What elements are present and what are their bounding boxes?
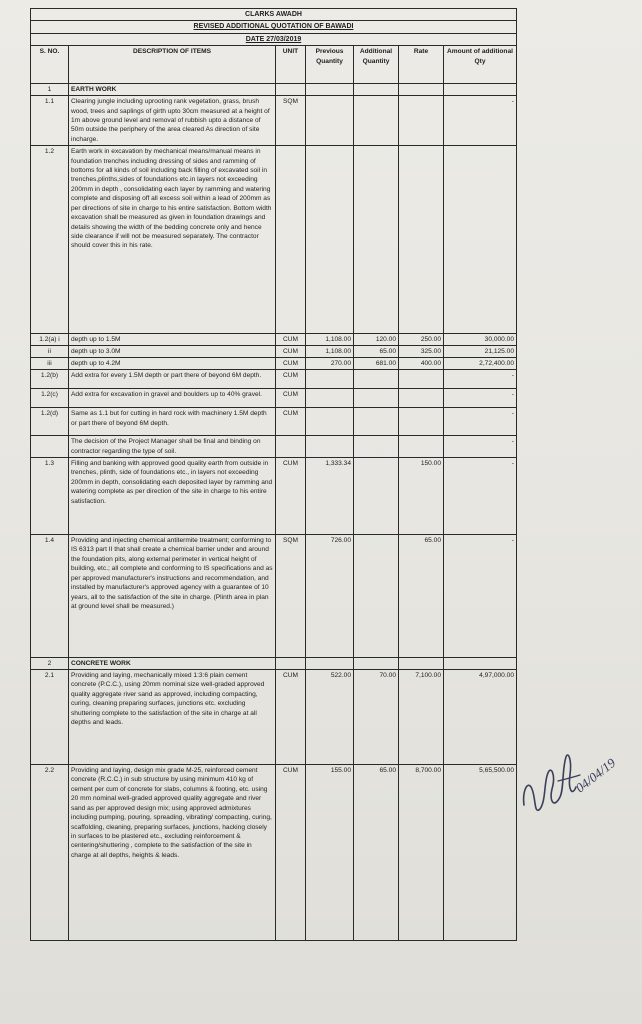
row-unit: CUM — [276, 346, 306, 358]
row-additional-qty — [354, 458, 399, 535]
row-sno: 2.2 — [31, 765, 69, 941]
col-sno-header: S. NO. — [31, 46, 69, 84]
row-unit — [276, 146, 306, 334]
row-previous-qty: 522.00 — [306, 670, 354, 765]
row-previous-qty — [306, 146, 354, 334]
row-description: CONCRETE WORK — [69, 658, 276, 670]
row-previous-qty — [306, 84, 354, 96]
table-row — [31, 408, 517, 436]
row-unit: CUM — [276, 358, 306, 370]
row-unit — [276, 658, 306, 670]
col-rate-header: Rate — [399, 46, 444, 84]
row-amount: 30,000.00 — [444, 334, 517, 346]
row-sno: iii — [31, 358, 69, 370]
column-header-row — [31, 46, 517, 84]
row-description: Providing and injecting chemical antitermite treatment; conforming to IS 6313 part II that shall create a chemical barrier under and around the foundation pits, along external perimeter in vertical height of building, etc.; all complete and conforming to IS specifications and as per approved manufacturer's instructions and recommendation, and installed by manufacturer's approved agency with a guarantee of 10 years, all to the satisfaction of the site in charge. (Plinth area in plan at ground level shall be measured.) — [69, 535, 276, 658]
handwritten-signature — [518, 735, 640, 825]
row-sno: 1.2(c) — [31, 389, 69, 408]
row-previous-qty — [306, 389, 354, 408]
row-amount: 5,65,500.00 — [444, 765, 517, 941]
row-unit: CUM — [276, 408, 306, 436]
row-amount — [444, 658, 517, 670]
row-unit: CUM — [276, 765, 306, 941]
header-title-row — [31, 21, 517, 33]
quotation-date: DATE 27/03/2019 — [31, 33, 517, 45]
row-unit: CUM — [276, 334, 306, 346]
row-unit: CUM — [276, 370, 306, 389]
row-description: Providing and laying, mechanically mixed 1:3:6 plain cement concrete (P.C.C.), using 20mm nominal size well-graded approved quality aggregate river sand as approved, including compacting, curing, cleaning preparing surfaces, junctions etc. excluding shuttering complete to the satisfaction of the site in charge at all depths and leads. — [69, 670, 276, 765]
row-description: Add extra for every 1.5M depth or part there of beyond 6M depth. — [69, 370, 276, 389]
row-previous-qty: 1,108.00 — [306, 346, 354, 358]
table-row — [31, 765, 517, 941]
row-sno: 1.4 — [31, 535, 69, 658]
row-sno: 1.3 — [31, 458, 69, 535]
row-amount — [444, 146, 517, 334]
col-amount-header: Amount of additional Qty — [444, 46, 517, 84]
table-row — [31, 146, 517, 334]
row-rate — [399, 389, 444, 408]
row-unit — [276, 84, 306, 96]
table-row — [31, 370, 517, 389]
row-description: Filling and banking with approved good quality earth from outside in trenches, plinth, side of foundations etc., in layers not exceeding 200mm in depth, consolidating each deposited layer by ramming and watering complete as per direction of the site in charge to his entire satisfaction. — [69, 458, 276, 535]
row-sno: 1 — [31, 84, 69, 96]
row-rate — [399, 146, 444, 334]
row-description: Add extra for excavation in gravel and boulders up to 40% gravel. — [69, 389, 276, 408]
table-row — [31, 389, 517, 408]
row-sno: ii — [31, 346, 69, 358]
row-sno: 1.2 — [31, 146, 69, 334]
row-unit: CUM — [276, 670, 306, 765]
row-additional-qty: 70.00 — [354, 670, 399, 765]
row-sno: 1.2(b) — [31, 370, 69, 389]
row-sno — [31, 436, 69, 458]
row-rate — [399, 658, 444, 670]
row-previous-qty — [306, 436, 354, 458]
row-previous-qty: 726.00 — [306, 535, 354, 658]
row-rate: 250.00 — [399, 334, 444, 346]
row-unit: SQM — [276, 535, 306, 658]
row-sno: 1.2(d) — [31, 408, 69, 436]
row-additional-qty — [354, 84, 399, 96]
row-additional-qty — [354, 535, 399, 658]
col-description-header: DESCRIPTION OF ITEMS — [69, 46, 276, 84]
table-row — [31, 346, 517, 358]
row-description: depth up to 4.2M — [69, 358, 276, 370]
row-rate — [399, 96, 444, 146]
row-previous-qty: 1,108.00 — [306, 334, 354, 346]
table-row — [31, 96, 517, 146]
row-previous-qty: 270.00 — [306, 358, 354, 370]
col-unit-header: UNIT — [276, 46, 306, 84]
table-row — [31, 84, 517, 96]
row-amount: 21,125.00 — [444, 346, 517, 358]
row-previous-qty: 155.00 — [306, 765, 354, 941]
row-additional-qty — [354, 96, 399, 146]
row-additional-qty — [354, 436, 399, 458]
row-sno: 1.2(a) i — [31, 334, 69, 346]
row-sno: 2.1 — [31, 670, 69, 765]
row-description: depth up to 3.0M — [69, 346, 276, 358]
table-row — [31, 458, 517, 535]
row-amount: - — [444, 436, 517, 458]
row-rate — [399, 370, 444, 389]
row-description: The decision of the Project Manager shall be final and binding on contractor regarding the type of soil. — [69, 436, 276, 458]
row-amount: - — [444, 96, 517, 146]
row-description: Same as 1.1 but for cutting in hard rock with machinery 1.5M depth or part there of beyond 6M depth. — [69, 408, 276, 436]
table-row — [31, 334, 517, 346]
row-additional-qty — [354, 146, 399, 334]
row-rate: 7,100.00 — [399, 670, 444, 765]
row-description: EARTH WORK — [69, 84, 276, 96]
row-additional-qty — [354, 370, 399, 389]
row-description: Earth work in excavation by mechanical means/manual means in foundation trenches including dressing of sides and ramming of bottoms for all kinds of soil including back filling of excavated soil in trenches,plinths,sides of foundations etc.in layers not exceeding 200mm in depth , consolidating each layer by ramming and watering complete and disposing off all excess soil within a lead of 200mm as per directions of site in charge to his entire satisfaction. Bottom width excavation shall be measured as given in foundation drawings and details showing the width of the bedding concrete only and hence side clearance if will not be measured separately. The contractor should cover this in his rate. — [69, 146, 276, 334]
table-row — [31, 670, 517, 765]
row-amount: - — [444, 408, 517, 436]
row-unit — [276, 436, 306, 458]
quotation-title: REVISED ADDITIONAL QUOTATION OF BAWADI — [31, 21, 517, 33]
quotation-table — [30, 8, 517, 941]
row-additional-qty: 681.00 — [354, 358, 399, 370]
row-previous-qty — [306, 408, 354, 436]
row-description: Providing and laying, design mix grade M-25, reinforced cement concrete (R.C.C.) in sub structure by using minimum 410 kg of cement per cum of concrete for slabs, columns & footing, etc. using 20 mm nominal well-graded approved quality aggregate and river sand as per approved design mix; using approved admixtures including pumping, pouring, spreading, vibrating/ compacting, curing, scaffolding, cleaning, preparing surfaces, junctions, hacking closely in surfaces to be plastered etc., excluding reinforcement & centering/shuttering , complete to the satisfaction of the site in charge at all depths, heights & leads. — [69, 765, 276, 941]
row-rate — [399, 436, 444, 458]
table-row — [31, 535, 517, 658]
row-additional-qty — [354, 408, 399, 436]
row-rate: 400.00 — [399, 358, 444, 370]
table-row — [31, 358, 517, 370]
row-additional-qty — [354, 389, 399, 408]
col-additional-header: Additional Quantity — [354, 46, 399, 84]
row-amount: - — [444, 535, 517, 658]
row-sno: 2 — [31, 658, 69, 670]
row-rate: 150.00 — [399, 458, 444, 535]
row-description: depth up to 1.5M — [69, 334, 276, 346]
row-amount: 4,97,000.00 — [444, 670, 517, 765]
header-date-row — [31, 33, 517, 45]
row-amount: - — [444, 458, 517, 535]
row-unit: CUM — [276, 389, 306, 408]
table-row — [31, 436, 517, 458]
row-amount — [444, 84, 517, 96]
row-sno: 1.1 — [31, 96, 69, 146]
row-description: Clearing jungle including uprooting rank vegetation, grass, brush wood, trees and saplings of girth upto 30cm measured at a height of 1m above ground level and removal of rubbish upto a distance of 50m outside the periphery of the area cleared As direction of site incharge. — [69, 96, 276, 146]
row-amount: 2,72,400.00 — [444, 358, 517, 370]
row-amount: - — [444, 370, 517, 389]
header-company-row — [31, 9, 517, 21]
row-rate: 65.00 — [399, 535, 444, 658]
row-unit: CUM — [276, 458, 306, 535]
row-rate: 8,700.00 — [399, 765, 444, 941]
row-unit: SQM — [276, 96, 306, 146]
row-additional-qty — [354, 658, 399, 670]
row-previous-qty: 1,333.34 — [306, 458, 354, 535]
row-previous-qty — [306, 658, 354, 670]
row-previous-qty — [306, 96, 354, 146]
row-additional-qty: 120.00 — [354, 334, 399, 346]
row-rate — [399, 408, 444, 436]
row-amount: - — [444, 389, 517, 408]
row-rate — [399, 84, 444, 96]
signature-date: 04/04/19 — [572, 755, 619, 796]
company-name: CLARKS AWADH — [31, 9, 517, 21]
row-additional-qty: 65.00 — [354, 346, 399, 358]
row-rate: 325.00 — [399, 346, 444, 358]
row-additional-qty: 65.00 — [354, 765, 399, 941]
table-row — [31, 658, 517, 670]
row-previous-qty — [306, 370, 354, 389]
col-previous-header: Previous Quantity — [306, 46, 354, 84]
